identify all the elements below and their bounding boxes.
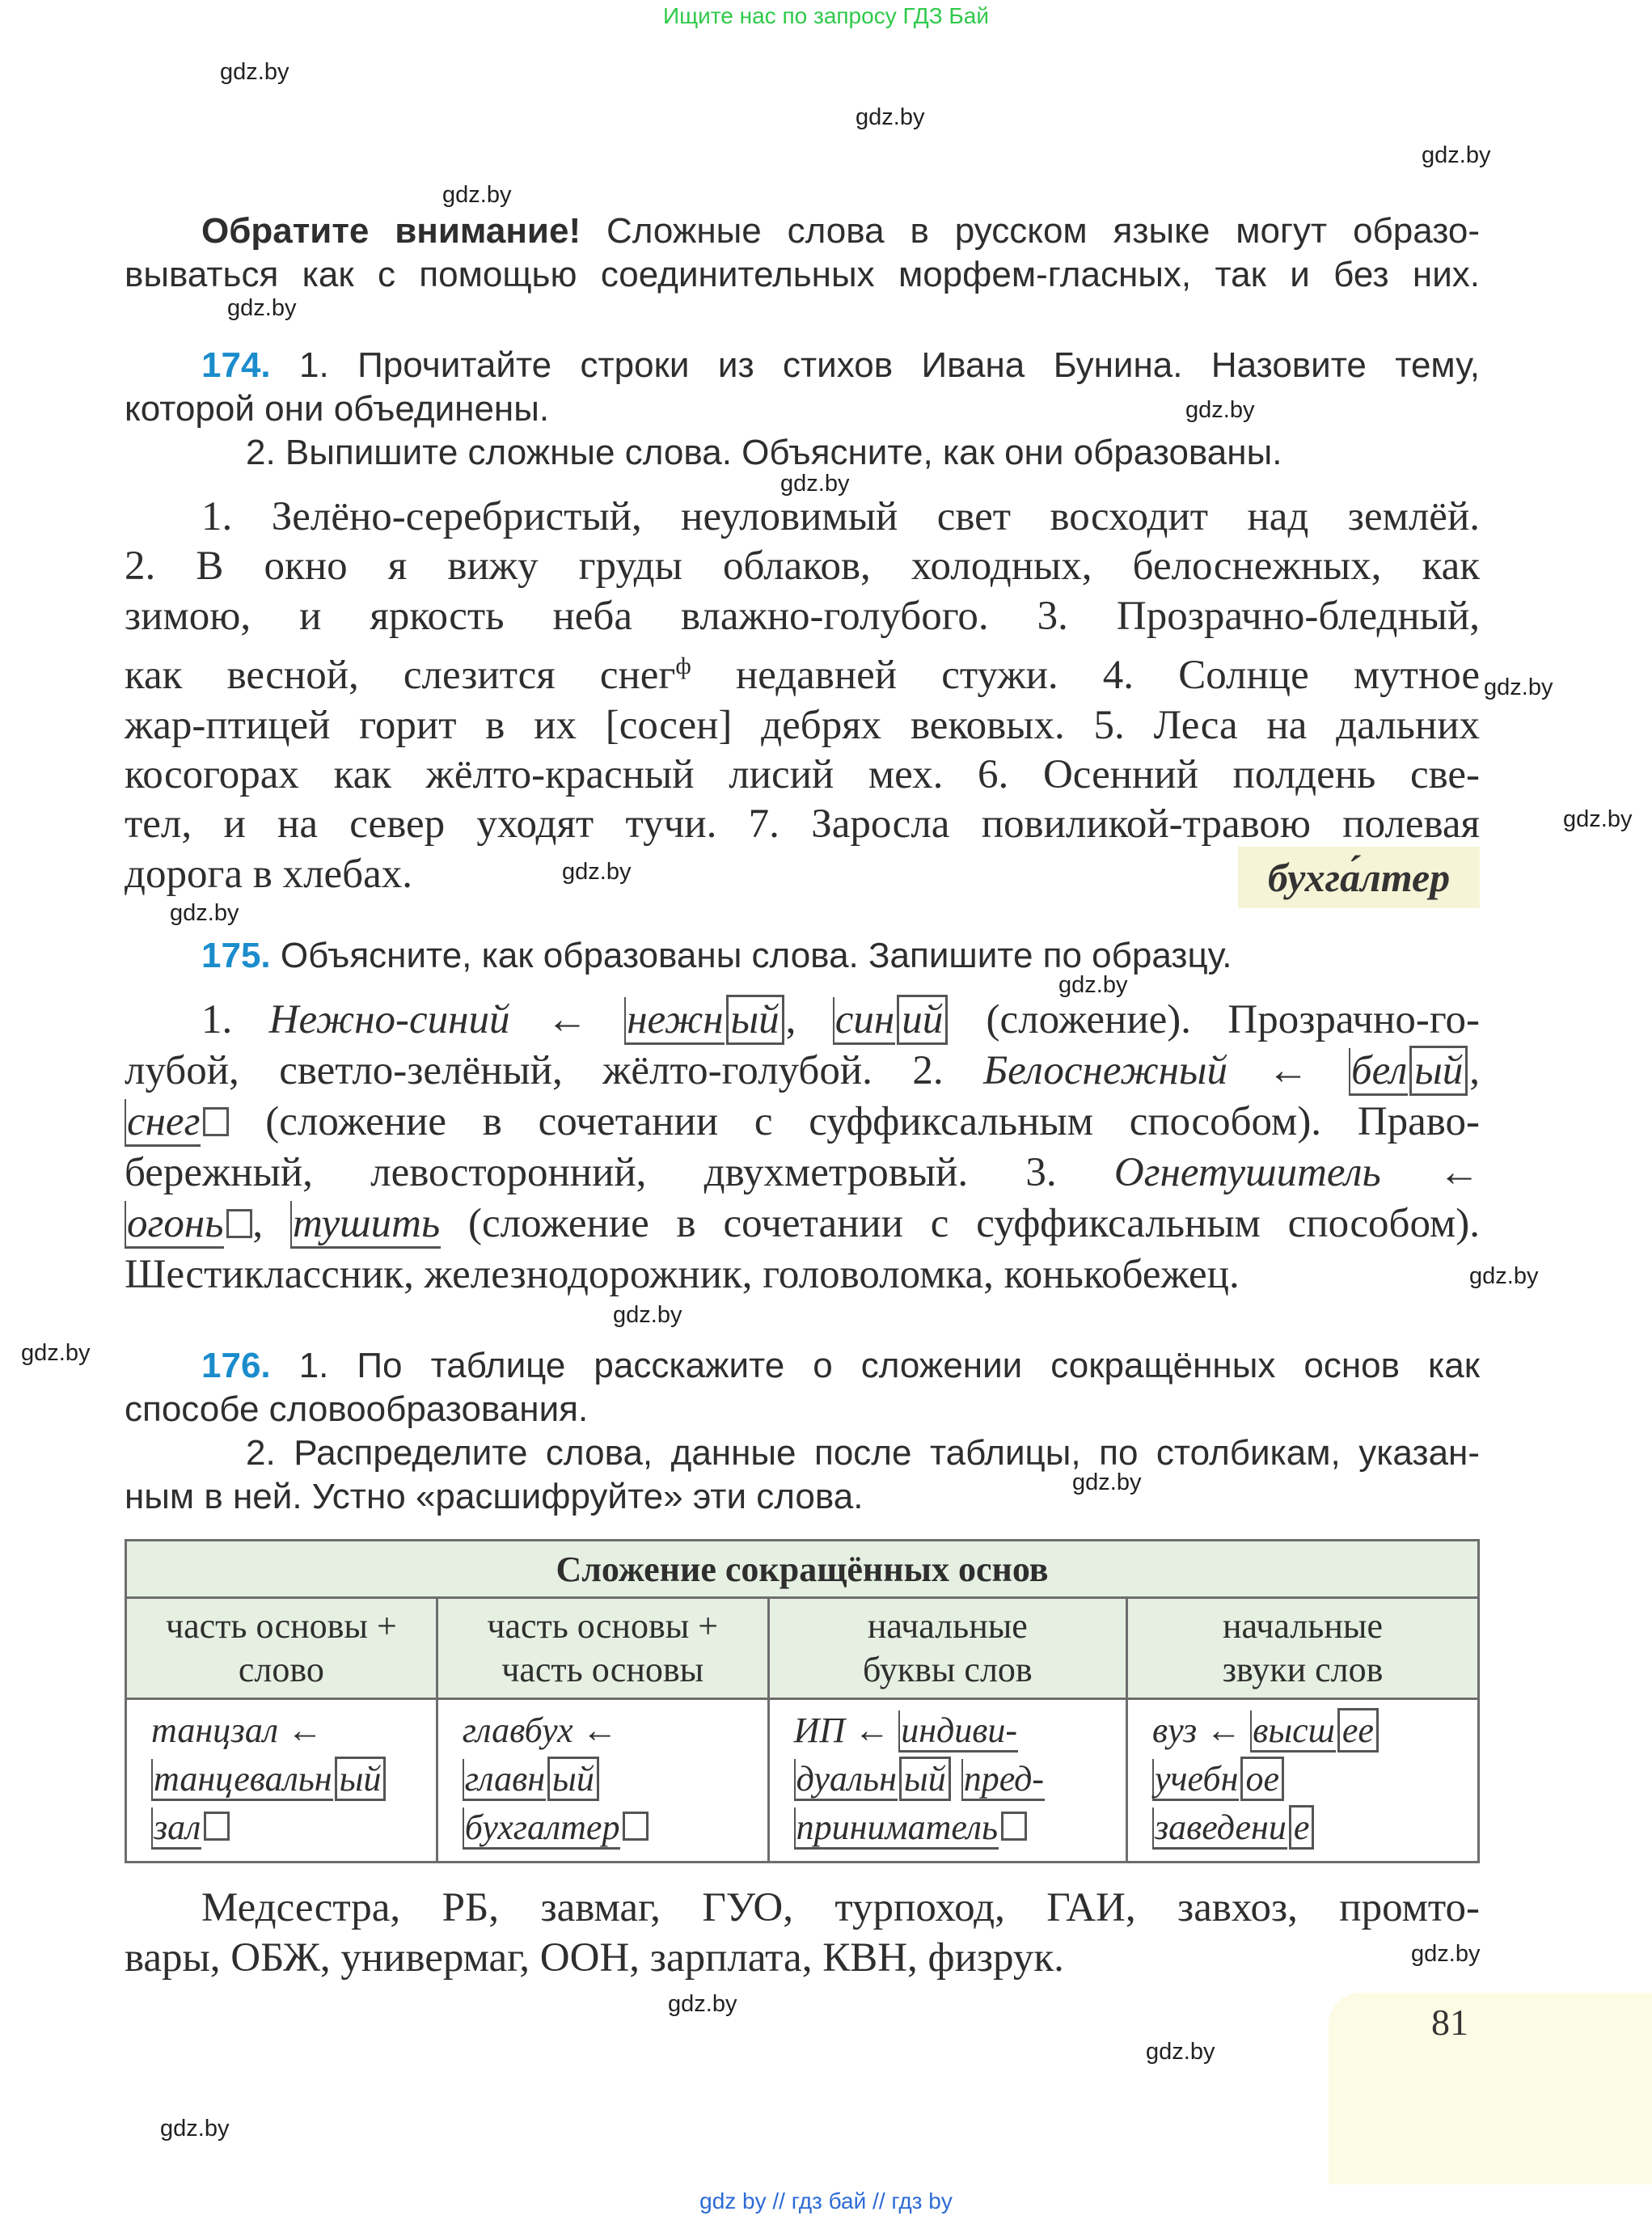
word-root: бухгалтер: [463, 1808, 621, 1850]
word-root: снег: [125, 1099, 201, 1147]
table-title: Сложение сокращённых основ: [126, 1541, 1479, 1598]
table-cell: [437, 1699, 768, 1862]
exercise-number: 175.: [201, 936, 271, 975]
watermark: gdz.by: [562, 859, 632, 885]
superscript-note: ф: [675, 653, 691, 680]
text-segment: ←: [509, 997, 625, 1042]
table-header: начальные звуки слов: [1127, 1598, 1479, 1699]
text-segment: ,: [785, 997, 833, 1042]
word-root: огонь: [125, 1201, 224, 1249]
table-cell: [1127, 1699, 1479, 1862]
exercise-174: 174. 1. Прочитайте строки из стихов Ивана Бунина. Назовите тему, которой они объединены. 2. Выпишите сложные слова. Объясните, как они образованы.: [125, 345, 1480, 472]
table-header: часть основы + слово: [126, 1598, 437, 1699]
text-segment: (сложение). Прозрачно-го-: [949, 997, 1481, 1042]
watermark: gdz.by: [668, 1991, 737, 2017]
text-line: [125, 1046, 1480, 1097]
word-root: тушить: [290, 1201, 441, 1249]
text-segment: (сложение в сочетании с суффиксальным способом).: [441, 1201, 1480, 1246]
watermark: gdz.by: [1185, 397, 1255, 423]
example-word: вуз: [1152, 1710, 1198, 1750]
note-heading: Обратите внимание!: [201, 211, 581, 251]
text-line: [125, 701, 1480, 750]
text-line: [125, 1249, 1480, 1300]
text-segment: 1. Зелёно-серебристый, неуловимый свет восходит над землёй.: [201, 494, 1480, 539]
word-ending: ый: [899, 1757, 951, 1801]
text-segment: зимою, и яркость неба влажно-голубого. 3. Прозрачно-бледный,: [125, 593, 1480, 639]
search-banner[interactable]: Ищите нас по запросу ГДЗ Бай: [662, 3, 990, 28]
text-segment: ,: [1469, 1048, 1480, 1093]
compound-table: [125, 1539, 1480, 1863]
text-line: [151, 1706, 425, 1755]
table-header: часть основы + часть основы: [437, 1598, 768, 1699]
zero-ending: [1001, 1812, 1027, 1841]
exercise-number: 176.: [201, 1346, 271, 1385]
text-line: [125, 592, 1480, 641]
word-root: приниматель: [794, 1808, 999, 1850]
text-segment: косогорах как жёлто-красный лисий мех. 6. Осенний полдень све-: [125, 752, 1480, 798]
text-line: [125, 995, 1480, 1046]
word-root: бел: [1349, 1048, 1408, 1096]
watermark: gdz.by: [1146, 2039, 1215, 2065]
watermark: gdz.by: [170, 900, 239, 926]
example-word: Нежно-синий: [268, 997, 510, 1042]
example-word: ИП: [793, 1710, 846, 1750]
watermark: gdz.by: [1422, 142, 1491, 168]
word-ending: ее: [1337, 1708, 1379, 1753]
watermark: gdz.by: [227, 295, 297, 321]
watermark: gdz.by: [1484, 674, 1553, 700]
text-segment: бережный, левосторонний, двухметровый. 3.: [125, 1150, 1114, 1195]
text-line: [1152, 1706, 1466, 1755]
text-line: [1152, 1755, 1466, 1803]
example-word: главбух: [462, 1710, 573, 1750]
footer-links[interactable]: gdz by // гдз бай // гдз by: [699, 2188, 953, 2213]
word-root: высш: [1250, 1710, 1336, 1753]
text-line: [794, 1803, 1114, 1852]
exercise-175-examples: [125, 995, 1480, 1300]
word-root: син: [833, 997, 895, 1045]
text-line: [463, 1803, 756, 1852]
text-line: [794, 1706, 1114, 1755]
watermark: gdz.by: [1563, 806, 1633, 832]
text-line: [463, 1706, 756, 1755]
text-segment: ←: [278, 1710, 323, 1750]
text-segment: ←: [1227, 1048, 1349, 1093]
exercise-176: 176. 1. По таблице расскажите о сложении сокращённых основ как способе словообразования. 2. Распределите слова, данные после таблицы, по столбикам, указан- ным в ней. Устно «расшифруйте» эти слова.: [125, 1346, 1480, 1516]
watermark: gdz.by: [160, 2116, 230, 2142]
word-ending: ый: [1409, 1046, 1468, 1096]
text-segment: ←: [845, 1710, 899, 1750]
watermark: gdz.by: [220, 59, 289, 85]
text-segment: Шестиклассник, железнодорожник, головоломка, конькобежец.: [125, 1252, 1240, 1297]
text-line: [1152, 1803, 1466, 1852]
page-number-box: [1329, 1993, 1652, 2184]
exercise-number: 174.: [201, 345, 271, 385]
example-word: танцзал: [151, 1710, 279, 1750]
poem-text: [125, 493, 1480, 899]
text-segment: жар-птицей горит в их [сосен] дебрях вековых. 5. Леса на дальних: [125, 702, 1480, 748]
text-line: [151, 1803, 425, 1852]
word-ending: ый: [547, 1757, 599, 1801]
text-line: [125, 800, 1480, 849]
word-root: нежн: [624, 997, 724, 1045]
page-number: 81: [1431, 2002, 1468, 2043]
word-ending: ый: [335, 1757, 387, 1801]
text-line: [151, 1755, 425, 1803]
watermark: gdz.by: [1469, 1263, 1539, 1289]
text-segment: ←: [1197, 1710, 1251, 1750]
word-ending: ый: [726, 995, 784, 1045]
word-ending: ое: [1240, 1757, 1284, 1801]
word-ending: ий: [897, 995, 948, 1045]
watermark: gdz.by: [780, 471, 850, 497]
example-word: Белоснежный: [983, 1048, 1227, 1093]
word-root: заведени: [1152, 1808, 1287, 1850]
table-header: начальные буквы слов: [768, 1598, 1126, 1699]
note-paragraph: Обратите внимание! Сложные слова в русском языке могут образо- вываться как с помощью соединительных морфем-гласных, так и без них.: [125, 211, 1480, 294]
text-line: [125, 1199, 1480, 1249]
text-line: [463, 1755, 756, 1803]
word-root: дуальн: [794, 1759, 898, 1801]
example-word: Огнетушитель: [1113, 1150, 1381, 1195]
word-list: Медсестра, РБ, завмаг, ГУО, турпоход, ГАИ, завхоз, промто- вары, ОБЖ, универмаг, ООН, зарплата, КВН, физрук.: [125, 1885, 1480, 1981]
zero-ending: [203, 1107, 229, 1136]
zero-ending: [226, 1209, 252, 1238]
text-line: [125, 1097, 1480, 1148]
watermark: gdz.by: [856, 104, 925, 130]
watermark: gdz.by: [21, 1340, 91, 1366]
word-root: учебн: [1152, 1759, 1239, 1801]
text-line: [125, 542, 1480, 591]
text-segment: дорога в хлебах.: [125, 851, 413, 897]
text-line: [794, 1755, 1114, 1803]
text-segment: (сложение в сочетании с суффиксальным способом). Право-: [229, 1099, 1480, 1144]
table-cell: [768, 1699, 1126, 1862]
watermark: gdz.by: [1411, 1941, 1481, 1967]
text-segment: недавней стужи. 4. Солнце мутное: [691, 653, 1480, 699]
text-segment: тел, и на север уходят тучи. 7. Заросла повиликой-травою полевая: [125, 801, 1480, 848]
text-segment: 1.: [201, 997, 269, 1042]
text-line: [125, 1148, 1480, 1199]
text-line: [125, 750, 1480, 800]
table-cell: [126, 1699, 437, 1862]
word-ending: е: [1289, 1805, 1315, 1850]
text-segment: как весной, слезится снег: [125, 653, 676, 699]
word-root: пред-: [961, 1759, 1045, 1801]
text-segment: [953, 1759, 961, 1799]
text-segment: ←: [572, 1710, 618, 1750]
text-line: [125, 641, 1480, 700]
text-segment: ←: [1380, 1150, 1480, 1195]
exercise-175: 175. Объясните, как образованы слова. Запишите по образцу.: [201, 936, 1232, 975]
word-root: главн: [463, 1759, 546, 1801]
word-root: танцевальн: [151, 1759, 333, 1801]
text-segment: ,: [252, 1201, 290, 1246]
watermark: gdz.by: [613, 1302, 682, 1328]
text-segment: лубой, светло-зелёный, жёлто-голубой. 2.: [125, 1048, 984, 1093]
watermark: gdz.by: [1072, 1469, 1142, 1495]
word-root: зал: [151, 1808, 201, 1850]
watermark: gdz.by: [1058, 972, 1128, 998]
text-line: [125, 493, 1480, 542]
text-segment: 2. В окно я вижу груды облаков, холодных, белоснежных, как: [125, 543, 1480, 590]
word-root: индиви-: [898, 1710, 1018, 1753]
watermark: gdz.by: [442, 182, 512, 208]
word-box-buhgalter: бухга́лтер: [1238, 847, 1480, 908]
zero-ending: [204, 1812, 230, 1841]
zero-ending: [623, 1812, 649, 1841]
